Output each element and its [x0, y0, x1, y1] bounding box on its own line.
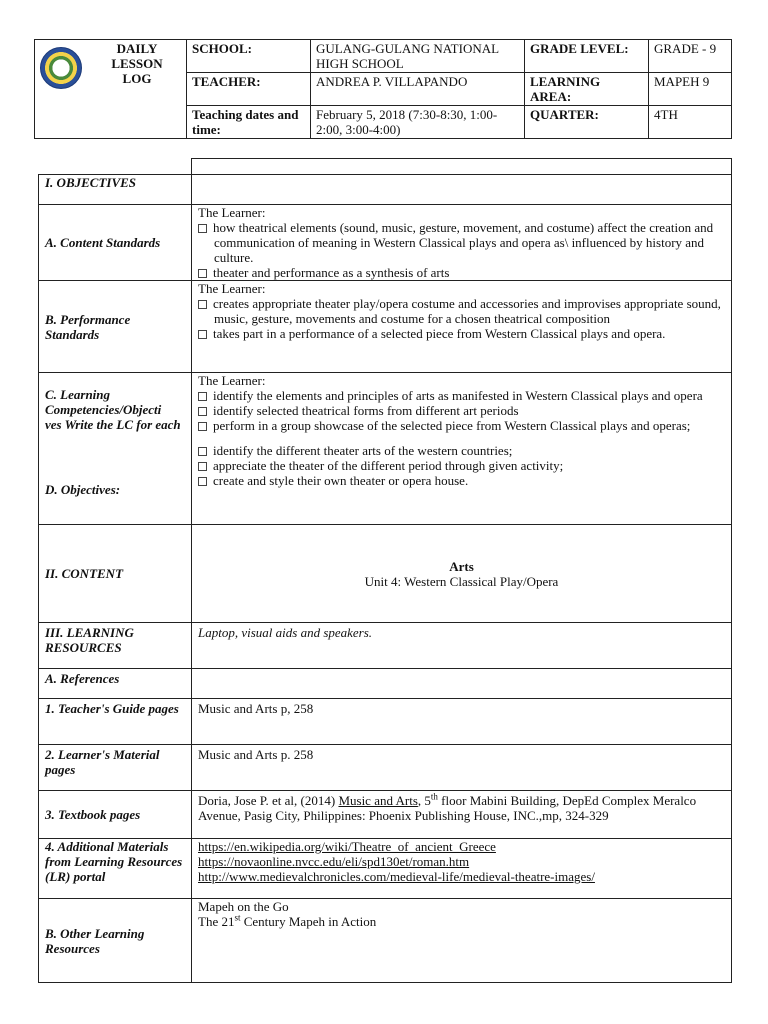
- checkbox-icon: [198, 330, 207, 339]
- superscript: th: [430, 791, 438, 802]
- logo-cell: [35, 40, 187, 139]
- grade-level-value: GRADE - 9: [649, 40, 732, 73]
- learners-material-label: 2. Learner's Material pages: [39, 745, 192, 791]
- checkbox-icon: [198, 477, 207, 486]
- table-row: [39, 525, 732, 623]
- school-label: SCHOOL:: [187, 40, 311, 73]
- content-value: [192, 525, 732, 623]
- item-text: takes part in a performance of a selected piece from Western Classical plays and opera.: [213, 326, 666, 341]
- learners-material-value: Music and Arts p. 258: [192, 745, 732, 791]
- table-row: [39, 899, 732, 983]
- table-row: [39, 281, 732, 373]
- blank-cell: [192, 159, 732, 175]
- resource-line: Mapeh on the Go: [198, 899, 289, 914]
- checkbox-icon: [198, 447, 207, 456]
- textbook-label: 3. Textbook pages: [39, 791, 192, 839]
- resource-text: The 21: [198, 914, 235, 929]
- content-title: Arts: [449, 558, 474, 574]
- book-title: Music and Arts: [338, 793, 418, 808]
- learning-area-label: LEARNING AREA:: [525, 73, 649, 106]
- teacher-value: ANDREA P. VILLAPANDO: [311, 73, 525, 106]
- list-item: [198, 296, 725, 326]
- list-item: [198, 403, 725, 418]
- table-row: [39, 373, 732, 525]
- references-label: A. References: [39, 669, 192, 699]
- citation-text: floor Mabini Building, DepEd Complex Meralco Avenue, Pasig City, Philippines: Phoenix Publishing House, INC.,mp, 324-329: [198, 793, 697, 823]
- additional-materials-label: 4. Additional Materials from Learning Resources (LR) portal: [39, 839, 192, 899]
- content-standards-value: [192, 205, 732, 281]
- content-standards-label: A. Content Standards: [39, 205, 192, 281]
- table-row: [39, 699, 732, 745]
- checkbox-icon: [198, 462, 207, 471]
- reference-link[interactable]: http://www.medievalchronicles.com/medieval-life/medieval-theatre-images/: [198, 869, 595, 884]
- list-item: [198, 418, 725, 433]
- checkbox-icon: [198, 300, 207, 309]
- learning-area-value: MAPEH 9: [649, 73, 732, 106]
- table-row: [39, 839, 732, 899]
- textbook-value: [192, 791, 732, 839]
- resource-line: [198, 914, 725, 929]
- list-item: [198, 473, 725, 488]
- other-resources-value: [192, 899, 732, 983]
- objectives-label: I. OBJECTIVES: [39, 175, 192, 205]
- additional-materials-value: [192, 839, 732, 899]
- list-item: [198, 326, 725, 341]
- competencies-objectives-label: [39, 373, 192, 525]
- table-row: [39, 205, 732, 281]
- checkbox-icon: [198, 392, 207, 401]
- item-text: theater and performance as a synthesis of arts: [213, 265, 450, 280]
- citation-text: Doria, Jose P. et al, (2014): [198, 793, 339, 808]
- checkbox-icon: [198, 422, 207, 431]
- competencies-objectives-value: [192, 373, 732, 525]
- quarter-value: 4TH: [649, 106, 732, 139]
- content-subtitle: Unit 4: Western Classical Play/Opera: [364, 573, 559, 589]
- d-objectives-label: D. Objectives:: [45, 482, 121, 497]
- teaching-dates-label: Teaching dates and time:: [187, 106, 311, 139]
- item-text: creates appropriate theater play/opera costume and accessories and improvises appropriate sound, music, gesture, movements and costume for a chosen theatrical composition: [213, 296, 721, 326]
- item-text: how theatrical elements (sound, music, gesture, movement, and costume) affect the creation and communication of meaning in Western Classical plays and opera as\ influenced by history and culture.: [213, 220, 714, 265]
- item-text: identify the different theater arts of the western countries;: [213, 443, 513, 458]
- item-text: identify the elements and principles of arts as manifested in Western Classical plays and opera: [213, 388, 703, 403]
- spacer: [198, 433, 725, 443]
- list-item: [198, 220, 725, 265]
- performance-standards-value: [192, 281, 732, 373]
- table-row: [39, 669, 732, 699]
- table-row: [39, 745, 732, 791]
- list-item: [198, 443, 725, 458]
- item-text: appreciate the theater of the different period through given activity;: [213, 458, 564, 473]
- checkbox-icon: [198, 224, 207, 233]
- list-item: [198, 388, 725, 403]
- learning-resources-value: Laptop, visual aids and speakers.: [192, 623, 732, 669]
- other-resources-label: B. Other Learning Resources: [39, 899, 192, 983]
- table-row: [39, 623, 732, 669]
- intro-text: The Learner:: [198, 281, 266, 296]
- deped-seal-logo: [40, 47, 82, 89]
- blank-cell: [192, 175, 732, 205]
- blank-cell: [39, 159, 192, 175]
- teacher-label: TEACHER:: [187, 73, 311, 106]
- citation-text: , 5: [417, 793, 431, 808]
- item-text: create and style their own theater or opera house.: [213, 473, 469, 488]
- item-text: identify selected theatrical forms from different art periods: [213, 403, 519, 418]
- table-row: [39, 791, 732, 839]
- log-title-line: DAILY: [116, 41, 158, 56]
- intro-text: The Learner:: [198, 373, 266, 388]
- checkbox-icon: [198, 407, 207, 416]
- superscript: st: [234, 912, 241, 923]
- header-table: [34, 39, 732, 139]
- intro-text: The Learner:: [198, 205, 266, 220]
- resource-text: Century Mapeh in Action: [240, 914, 377, 929]
- table-row: [39, 175, 732, 205]
- performance-standards-label: B. Performance Standards: [39, 281, 192, 373]
- quarter-label: QUARTER:: [525, 106, 649, 139]
- reference-link[interactable]: https://novaonline.nvcc.edu/eli/spd130et/roman.htm: [198, 854, 470, 869]
- label-part: ves Write the LC for each: [45, 417, 181, 432]
- content-label: II. CONTENT: [39, 525, 192, 623]
- lesson-table: [38, 158, 732, 983]
- label-part: C. Learning Competencies/Objecti: [45, 387, 162, 417]
- checkbox-icon: [198, 269, 207, 278]
- log-title-line: LOG: [122, 71, 152, 86]
- teachers-guide-label: 1. Teacher's Guide pages: [39, 699, 192, 745]
- list-item: [198, 458, 725, 473]
- table-row: [39, 159, 732, 175]
- daily-lesson-log-title: [87, 41, 187, 86]
- log-title-line: LESSON: [111, 56, 163, 71]
- grade-level-label: GRADE LEVEL:: [525, 40, 649, 73]
- teachers-guide-value: Music and Arts p, 258: [192, 699, 732, 745]
- school-value: GULANG-GULANG NATIONAL HIGH SCHOOL: [311, 40, 525, 73]
- reference-link[interactable]: https://en.wikipedia.org/wiki/Theatre_of_ancient_Greece: [198, 839, 496, 854]
- list-item: [198, 265, 725, 280]
- blank-cell: [192, 669, 732, 699]
- teaching-dates-value: February 5, 2018 (7:30-8:30, 1:00-2:00, 3:00-4:00): [311, 106, 525, 139]
- learning-resources-label: III. LEARNING RESOURCES: [39, 623, 192, 669]
- item-text: perform in a group showcase of the selected piece from Western Classical plays and operas;: [213, 418, 691, 433]
